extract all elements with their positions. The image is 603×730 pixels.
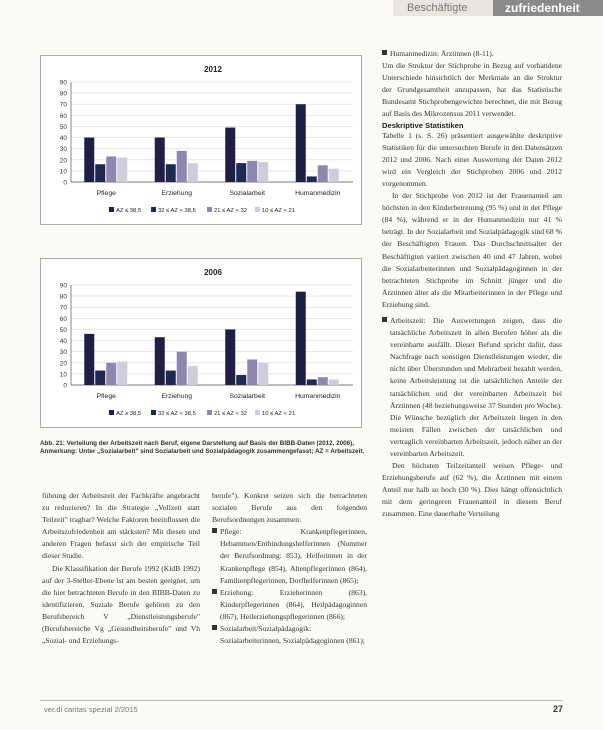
legend-swatch <box>207 410 212 415</box>
right-bullet-1-text: Humanmedizin: Ärztinnen (8-11). <box>390 49 494 58</box>
bar-erziehung-s1 <box>155 337 165 385</box>
y-tick-label: 10 <box>59 168 67 176</box>
bar-sozialarbeit-s1 <box>225 128 235 182</box>
right-para-4: Den höchsten Teilzeitanteil weisen Pflege- und Erziehungsberufe auf (62 %), die Ärztinnen mit einem Anteil nur halb so hoch (30 %). Dies hängt offensichtlich mit dem geringeren Frauenanteil in diesem Beruf zusammen. Eine dauerhafte Verteilung <box>382 461 562 519</box>
x-tick-label: Sozialarbeit <box>229 393 266 400</box>
mid-item-sozialarbeit <box>212 623 367 647</box>
bullet-square-icon <box>212 528 217 533</box>
legend-label: AZ ≤ 38,5 <box>116 208 142 214</box>
right-subhead: Deskriptive Statistiken <box>382 120 464 130</box>
mid-item-erziehung <box>212 587 367 623</box>
x-tick-label: Pflege <box>96 190 116 197</box>
y-tick-label: 20 <box>59 157 67 165</box>
section-tabs <box>393 0 603 16</box>
mid-item-pflege <box>212 526 367 586</box>
mid-text: berufe"). Konkret setzen sich die betrachteten sozialen Berufe aus den folgenden Berufsordnungen zusammen: <box>212 491 367 525</box>
journal-name: ver.di caritas spezial 2/2015 <box>44 705 138 714</box>
right-column <box>382 48 562 521</box>
mid-item-label: Sozialarbeit/Sozialpädagogik: Sozialarbeiterinnen, Sozialpädagoginnen (861); <box>220 624 365 646</box>
y-tick-label: 20 <box>59 360 67 368</box>
bullet-square-icon <box>212 589 217 594</box>
y-tick-label: 80 <box>59 90 67 98</box>
legend-swatch <box>109 207 114 212</box>
bar-humanmedizin-s4 <box>329 169 339 182</box>
legend-swatch <box>151 410 156 415</box>
y-tick-label: 10 <box>59 371 67 379</box>
bar-pflege-s2 <box>95 164 105 182</box>
right-para-1: Um die Struktur der Stichprobe in Bezug auf vorhandene Unterschiede hinsichtlich der Merkmale an die Struktur der Grundgesamtheit anzupassen, hat das Statistische Bundesamt Stichprobengewichte berechnet, die mit Bezug auf Basis des Mikrozensus 2011 verwendet. <box>382 61 562 119</box>
mid-item-label: Pflege: Krankenpflegerinnen, Hebammen/Entbindungshelferinnen (Nummer der Berufsordnung: 853), Helferinnen in der Krankenpflege (854), Altenpflegerinnen (864), Familienpflegerinnen, Dorfhelferinnen (865); <box>220 527 367 585</box>
bar-pflege-s3 <box>106 156 116 182</box>
chart-2012 <box>40 55 362 225</box>
legend-swatch <box>207 207 212 212</box>
y-tick-label: 30 <box>59 349 67 357</box>
left-text-1: führung der Arbeitszeit der Fachkräfte angebracht zu reduzieren? In die Strategie „Vollzeit statt Teilzeit" tragbar? Welche Faktoren beeinflussen die Arbeitszufriedenheit am stärksten? Mit diesen und anderen Fragen befasst sich der empirische Teil dieser Studie. <box>42 491 200 561</box>
bar-erziehung-s2 <box>166 371 176 385</box>
page-number: 27 <box>552 704 563 714</box>
right-bullet-2 <box>382 315 562 460</box>
x-tick-label: Pflege <box>96 393 116 400</box>
y-tick-label: 40 <box>59 135 67 143</box>
bar-sozialarbeit-s4 <box>258 363 268 385</box>
bar-humanmedizin-s3 <box>318 377 328 385</box>
bar-pflege-s2 <box>95 371 105 385</box>
left-column <box>42 490 200 647</box>
legend-label: 10 ≤ AZ < 21 <box>262 411 295 417</box>
left-text-2: Die Klassifikation der Berufe 1992 (KldB 1992) auf der 3-Steller-Ebene ist am besten geeignet, um die hier betrachteten Berufe in den BIBB-Daten zu identifizieren. Soziale Berufe gehören zu den Berufsbereich V „Dienstleistungsberufe" (Berufsbereiche Vg „Gesundheitsberufe" und Vh „Sozial- und Erziehungs- <box>42 563 200 646</box>
bar-erziehung-s3 <box>177 352 187 385</box>
right-bullet-1 <box>382 48 562 60</box>
bar-sozialarbeit-s3 <box>247 359 257 385</box>
figure-caption: Abb. 21: Verteilung der Arbeitszeit nach Beruf, eigene Darstellung auf Basis der BIBB-Daten (2012, 2006), Anmerkung: Unter „Sozialarbeit" sind Sozialarbeit und Sozialpädagogik zusammengefasst; AZ = Arbeitszeit. <box>40 440 365 456</box>
bullet-square-icon <box>382 317 387 322</box>
right-para-3: In der Stichprobe von 2012 ist der Frauenanteil am höchsten in den Kinderbetreuung (95 %) und in der Pflege (84 %), während er in der Humanmedizin nur 41 % beträgt. In der Sozialarbeit und Sozialpädagogik sind 68 % der Beschäftigten Frauen. Das Durchschnittsalter der Beschäftigten variiert zwischen 40 und 47 Jahren, wobei die Sozialarbeiterinnen und Sozialpädagoginnen in der betrachteten Stichprobe im Schnitt jünger und die Ärztinnen älter als die Mitarbeiterinnen in der Pflege und Erziehung sind. <box>382 191 562 309</box>
bar-sozialarbeit-s1 <box>225 329 235 385</box>
mid-item-label: Erziehung: Erzieherinnen (863), Kinderpflegerinnen (864), Heilpädagoginnen (867), Heilerziehungspflegerinnen (866); <box>220 587 367 621</box>
bar-sozialarbeit-s2 <box>236 375 246 385</box>
bar-pflege-s1 <box>84 138 94 182</box>
bar-erziehung-s3 <box>177 151 187 182</box>
legend-swatch <box>255 207 260 212</box>
x-tick-label: Humanmedizin <box>295 190 341 197</box>
bar-humanmedizin-s3 <box>318 165 328 182</box>
legend-label: 21 ≤ AZ < 32 <box>214 411 247 417</box>
right-bullet-2-text: Arbeitszeit: Die Auswertungen zeigen, dass die tatsächliche Arbeitszeit in allen Berufen höher als die vereinbarte ausfällt. Dieser Befund spricht dafür, dass Nachfrage nach sonstigen Dienstleistungen wieder, die nicht über Überstunden und Mehrarbeit bezahlt werden, keine Arbeitsleistung ist die tatsächlichen Anteile der tatsächlichen und der vereinbarten Arbeitszeit bei Ärztinnen (48 beziehungsweise 37 Stunden pro Woche). Die Wünsche bezüglich der Arbeitszeit liegen in den meisten Fällen zwischen der tatsächlichen und vertraglich vereinbarten Arbeitszeit, jedoch näher an der vereinbarten Arbeitszeit. <box>390 315 562 458</box>
bar-erziehung-s4 <box>188 163 198 182</box>
bar-pflege-s4 <box>117 362 127 385</box>
bullet-square-icon <box>212 625 217 630</box>
y-tick-label: 0 <box>63 382 67 390</box>
bar-humanmedizin-s2 <box>307 176 317 182</box>
tab-beschaeftigte: Beschäftigte <box>393 0 493 16</box>
bar-sozialarbeit-s2 <box>236 163 246 182</box>
chart-2006 <box>40 258 362 428</box>
y-tick-label: 60 <box>59 315 67 323</box>
y-tick-label: 60 <box>59 112 67 120</box>
x-tick-label: Humanmedizin <box>295 393 341 400</box>
legend-swatch <box>255 410 260 415</box>
bar-erziehung-s4 <box>188 366 198 385</box>
chart-2006-svg <box>41 259 361 427</box>
bar-humanmedizin-s2 <box>307 379 317 385</box>
right-para-2: Tabelle 1 (s. S. 26) präsentiert ausgewählte deskriptive Statistiken für die untersuchten Berufe in den Datensätzen 2012 und 2006. Nach einer Auswertung der Daten 2012 wird ein Vergleich der Stichproben 2006 und 2012 vorgenommen. <box>382 130 562 188</box>
chart-2012-svg <box>41 56 361 224</box>
x-tick-label: Sozialarbeit <box>229 190 266 197</box>
y-tick-label: 50 <box>59 326 67 334</box>
chart-title: 2012 <box>204 65 222 74</box>
bar-pflege-s3 <box>106 363 116 385</box>
x-tick-label: Erziehung <box>161 393 193 400</box>
bar-sozialarbeit-s3 <box>247 161 257 182</box>
legend-label: 32 ≤ AZ < 38,5 <box>158 411 196 417</box>
y-tick-label: 90 <box>59 282 67 290</box>
bar-humanmedizin-s1 <box>296 104 306 182</box>
footer-rule <box>40 700 563 701</box>
chart-title: 2006 <box>204 268 222 277</box>
legend-label: 10 ≤ AZ < 21 <box>262 208 295 214</box>
x-tick-label: Erziehung <box>161 190 193 197</box>
y-tick-label: 70 <box>59 101 67 109</box>
bullet-square-icon <box>382 50 387 55</box>
bar-humanmedizin-s4 <box>329 379 339 385</box>
bar-pflege-s1 <box>84 334 94 385</box>
legend-swatch <box>109 410 114 415</box>
bar-humanmedizin-s1 <box>296 292 306 385</box>
y-tick-label: 30 <box>59 146 67 154</box>
legend-label: 21 ≤ AZ < 32 <box>214 208 247 214</box>
y-tick-label: 80 <box>59 293 67 301</box>
bar-erziehung-s2 <box>166 164 176 182</box>
legend-label: AZ ≥ 38,5 <box>116 411 142 417</box>
bar-erziehung-s1 <box>155 138 165 182</box>
middle-column <box>212 490 367 647</box>
bar-sozialarbeit-s4 <box>258 162 268 182</box>
y-tick-label: 70 <box>59 304 67 312</box>
y-tick-label: 90 <box>59 79 67 87</box>
tab-zufriedenheit: zufriedenheit <box>493 0 603 16</box>
legend-label: 32 ≤ AZ < 38,5 <box>158 208 196 214</box>
bar-pflege-s4 <box>117 158 127 182</box>
y-tick-label: 50 <box>59 123 67 131</box>
y-tick-label: 0 <box>63 179 67 187</box>
y-tick-label: 40 <box>59 338 67 346</box>
legend-swatch <box>151 207 156 212</box>
